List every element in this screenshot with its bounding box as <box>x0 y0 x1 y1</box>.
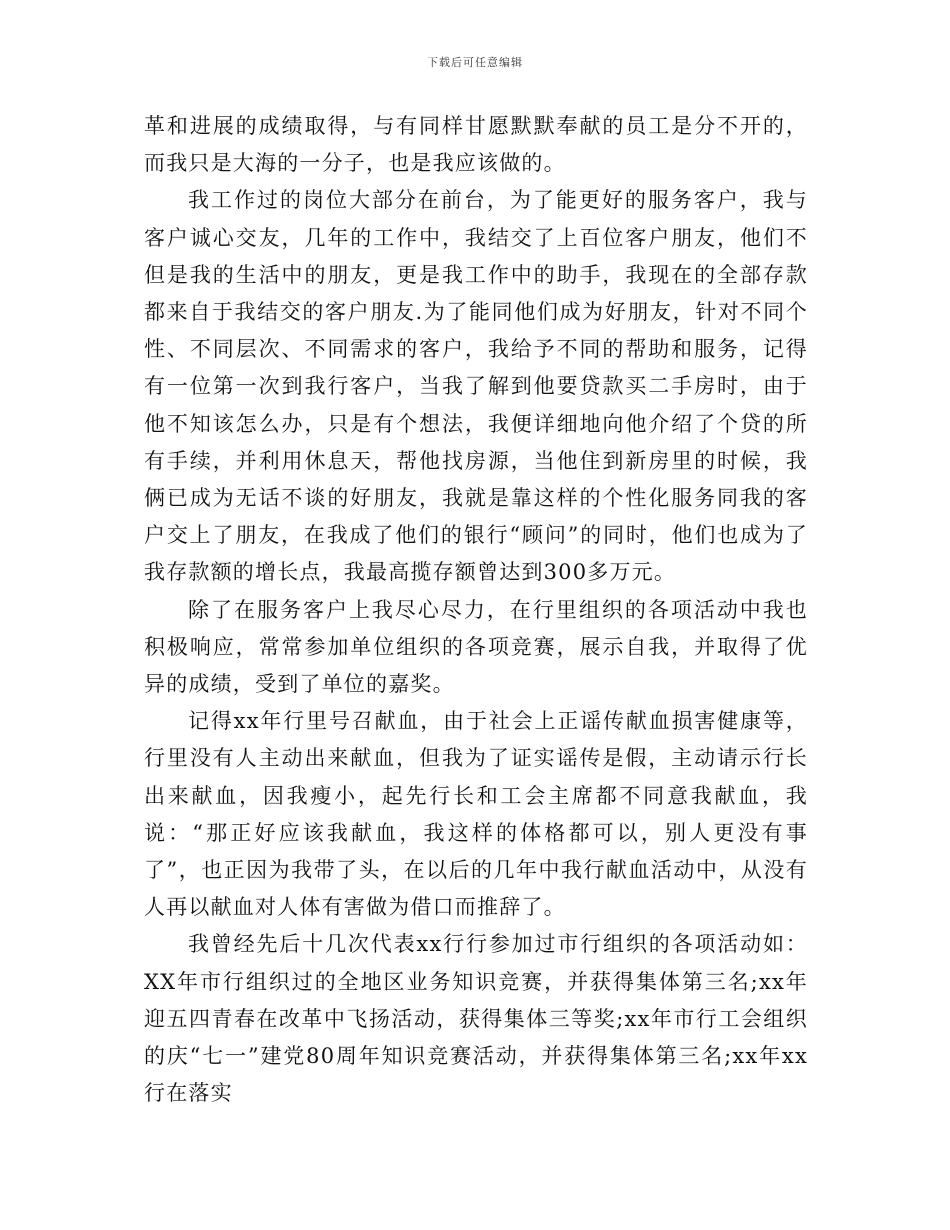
body-text <box>144 108 808 1112</box>
paragraph-activities: 除了在服务客户上我尽心尽力，在行里组织的各项活动中我也积极响应，常常参加单位组织的各项竞赛，展示自我，并取得了优异的成绩，受到了单位的嘉奖。 <box>144 597 808 697</box>
paragraph-front-desk: 我工作过的岗位大部分在前台，为了能更好的服务客户，我与客户诚心交友，几年的工作中，我结交了上百位客户朋友，他们不但是我的生活中的朋友，更是我工作中的助手，我现在的全部存款都来自于我结交的客户朋友.为了能同他们成为好朋友，针对不同个性、不同层次、不同需求的客户，我给予不同的帮助和服务，记得有一位第一次到我行客户，当我了解到他要贷款买二手房时，由于他不知该怎么办，只是有个想法，我便详细地向他介绍了个贷的所有手续，并利用休息天，帮他找房源，当他住到新房里的时候，我俩已成为无话不谈的好朋友，我就是靠这样的个性化服务同我的客户交上了朋友，在我成了他们的银行“顾问”的同时，他们也成为了我存款额的增长点，我最高揽存额曾达到300多万元。 <box>144 188 808 585</box>
paragraph-continuation: 革和进展的成绩取得，与有同样甘愿默默奉献的员工是分不开的，而我只是大海的一分子，也是我应该做的。 <box>144 114 808 176</box>
paragraph-competitions: 我曾经先后十几次代表xx行行参加过市行组织的各项活动如：XX年市行组织过的全地区业务知识竞赛，并获得集体第三名;xx年迎五四青春在改革中飞扬活动，获得集体三等奖;xx年市行工会组织的庆“七一”建党80周年知识竞赛活动，并获得集体第三名;xx年xx行在落实 <box>144 932 808 1106</box>
paragraph-blood-donation: 记得xx年行里号召献血，由于社会上正谣传献血损害健康等，行里没有人主动出来献血，但我为了证实谣传是假，主动请示行长出来献血，因我瘦小，起先行长和工会主席都不同意我献血，我说：“那正好应该我献血，我这样的体格都可以，别人更没有事了”，也正因为我带了头，在以后的几年中我行献血活动中，从没有人再以献血对人体有害做为借口而推辞了。 <box>144 709 808 920</box>
header-note: 下载后可任意编辑 <box>427 56 523 69</box>
